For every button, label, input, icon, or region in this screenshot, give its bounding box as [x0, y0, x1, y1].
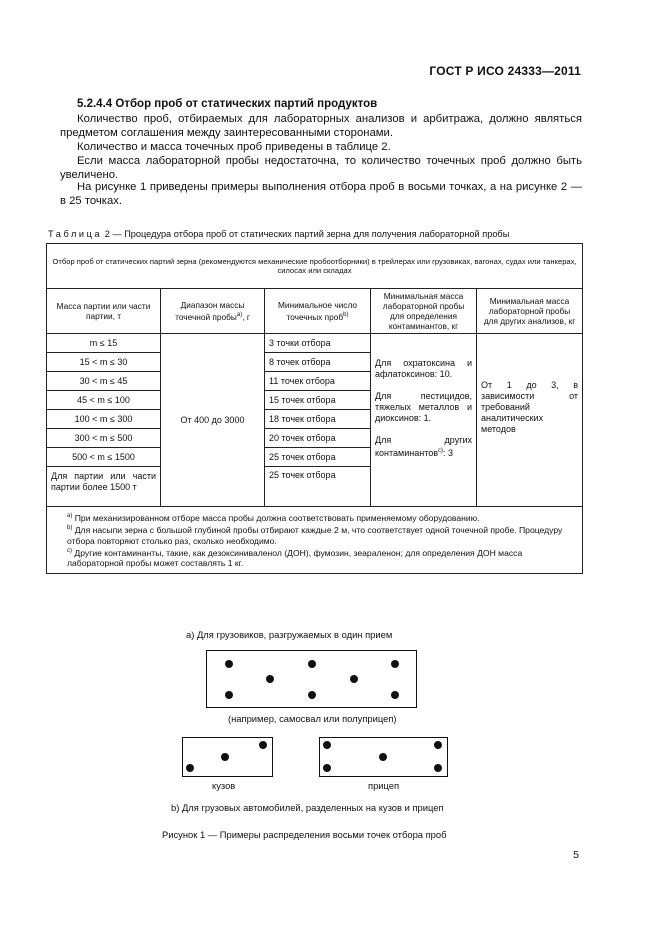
trailer-diagram — [319, 737, 448, 777]
points-cell: 18 точек отбора — [265, 410, 371, 429]
trailer-label: прицеп — [368, 780, 400, 791]
sample-point — [225, 660, 233, 668]
sampling-table — [46, 243, 583, 574]
sample-point — [259, 741, 267, 749]
sample-point — [434, 764, 442, 772]
document-header: ГОСТ Р ИСО 24333—2011 — [429, 64, 581, 78]
sample-point — [391, 691, 399, 699]
other-analyses-cell: От 1 до 3, в зависимости от требований аналитических методов — [477, 334, 583, 507]
mass-cell: m ≤ 15 — [47, 334, 161, 353]
sample-point — [266, 675, 274, 683]
paragraph-3: Если масса лабораторной пробы недостаточна, то количество точечных проб должно быть увеличено. — [60, 155, 582, 181]
truck-diagram — [206, 650, 417, 708]
sample-point — [225, 691, 233, 699]
sample-point — [391, 660, 399, 668]
paragraph-4: На рисунке 1 приведены примеры выполнения отбора проб в восьми точках, а на рисунке 2 — в 25 точках. — [60, 181, 582, 207]
mass-cell: 300 < m ≤ 500 — [47, 429, 161, 448]
sample-point — [323, 741, 331, 749]
points-cell: 15 точек отбора — [265, 391, 371, 410]
col-header-range: Диапазон массы точечной пробы$^{а)}$, г — [161, 289, 265, 334]
points-cell: 25 точек отбора — [265, 467, 371, 507]
paragraph-1: Количество проб, отбираемых для лабораторных анализов и арбитража, должно являться предметом соглашения между заинтересованными сторонами. — [60, 113, 582, 139]
mass-cell: 100 < m ≤ 300 — [47, 410, 161, 429]
table-caption-label: Таблица — [48, 229, 103, 239]
sample-point — [379, 753, 387, 761]
sample-point — [434, 741, 442, 749]
col-header-mass: Масса партии или части партии, т — [47, 289, 161, 334]
sample-point — [308, 660, 316, 668]
points-cell: 11 точек отбора — [265, 372, 371, 391]
col-header-other: Минимальная масса лабораторной пробы для других анализов, кг — [477, 289, 583, 334]
table-caption — [48, 229, 509, 239]
points-cell: 25 точек отбора — [265, 448, 371, 467]
figure-label-b: b) Для грузовых автомобилей, разделенных на кузов и прицеп — [171, 802, 444, 813]
truck-body-label: кузов — [212, 780, 236, 791]
sample-point — [350, 675, 358, 683]
table-caption-text: 2 — Процедура отбора проб от статических партий зерна для получения лабораторной пробы — [104, 229, 510, 239]
figure-label-a: а) Для грузовиков, разгружаемых в один прием — [186, 629, 393, 640]
range-cell: От 400 до 3000 — [161, 334, 265, 507]
truck-body-diagram — [182, 737, 273, 777]
figure-caption: Рисунок 1 — Примеры распределения восьми точек отбора проб — [162, 829, 447, 840]
sample-point — [308, 691, 316, 699]
mass-cell: Для партии или части партии более 1500 т — [47, 467, 161, 507]
table-top-header: Отбор проб от статических партий зерна (рекомендуются механические пробоотборники) в трейлерах или грузовиках, вагонах, судах или танкерах, силосах или складах — [47, 244, 583, 289]
points-cell: 20 точек отбора — [265, 429, 371, 448]
col-header-contaminants: Минимальная масса лабораторной пробы для определения контаминантов, кг — [371, 289, 477, 334]
mass-cell: 30 < m ≤ 45 — [47, 372, 161, 391]
points-cell: 3 точки отбора — [265, 334, 371, 353]
figure-example-a: (например, самосвал или полуприцеп) — [228, 713, 397, 724]
mass-cell: 500 < m ≤ 1500 — [47, 448, 161, 467]
sample-point — [323, 764, 331, 772]
sample-point — [186, 764, 194, 772]
section-title: 5.2.4.4 Отбор проб от статических партий продуктов — [77, 98, 378, 110]
contaminants-cell: Для охратоксина и афлатоксинов: 10. Для пестицидов, тяжелых металлов и диоксинов: 1. Для других контаминантов$^{с)}$: 3 — [371, 334, 477, 507]
col-header-points: Минимальное число точечных проб$^{b)}$ — [265, 289, 371, 334]
points-cell: 8 точек отбора — [265, 353, 371, 372]
sample-point — [221, 753, 229, 761]
mass-cell: 45 < m ≤ 100 — [47, 391, 161, 410]
paragraph-2: Количество и масса точечных проб приведены в таблице 2. — [77, 141, 391, 153]
mass-cell: 15 < m ≤ 30 — [47, 353, 161, 372]
table-footnotes: $^{а)}$ При механизированном отборе масса пробы должна соответствовать применяемому оборудованию. $^{b)}$ Для насыпи зерна с большой глубиной пробы отбирают каждые 2 м, что соответствует одной точечной пробе. Процедуру отбора повторяют столько раз, сколько необходимо. $^{с)}$ Другие контаминанты, такие, как дезоксиниваленол (ДОН), фумозин, зеараленон; для определения ДОН масса лабораторной пробы может составлять 1 кг. — [47, 507, 583, 574]
page-number: 5 — [573, 849, 579, 861]
